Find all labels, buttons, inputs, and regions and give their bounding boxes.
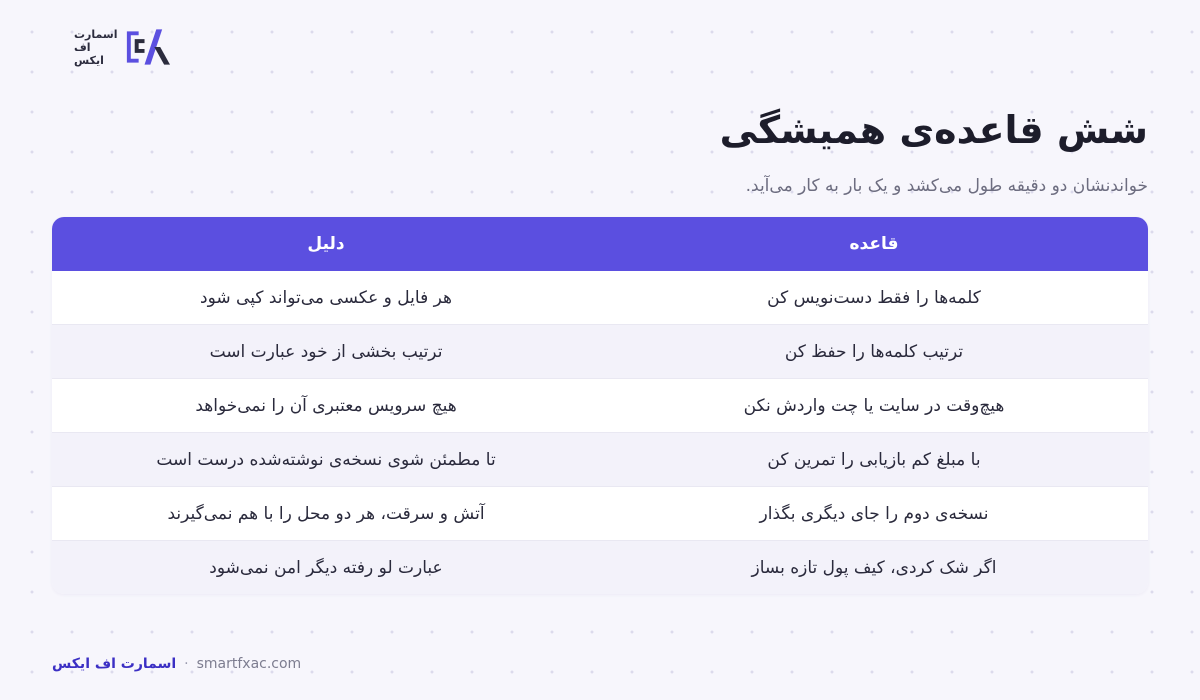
reason-cell: عبارت لو رفته دیگر امن نمی‌شود [209,557,443,578]
table-row [52,486,1148,540]
rule-cell: اگر شک کردی، کیف پول تازه بساز [751,557,997,578]
reason-cell: آتش و سرقت، هر دو محل را با هم نمی‌گیرند [167,503,485,524]
logo-line: اف [74,40,91,54]
column-header-reason: دلیل [307,234,345,254]
footer-url[interactable]: smartfxac.com [196,656,302,672]
page-title: شش قاعده‌ی همیشگی [719,108,1148,152]
footer [52,656,301,672]
brand-monogram-icon [121,25,174,69]
reason-cell: تا مطمئن شوی نسخه‌ی نوشته‌شده درست است [156,449,496,470]
footer-brand: اسمارت اف ایکس [52,656,177,672]
table-header [52,217,1148,271]
table-row [52,324,1148,378]
table-row [52,540,1148,594]
logo-wordmark [74,28,119,67]
brand-logo [74,22,174,72]
reason-cell: ترتیب بخشی از خود عبارت است [209,341,443,362]
logo-line: اسمارت [74,27,118,41]
reason-cell: هر فایل و عکسی می‌تواند کپی شود [200,287,452,308]
rule-cell: ترتیب کلمه‌ها را حفظ کن [784,341,964,362]
rule-cell: با مبلغ کم بازیابی را تمرین کن [767,449,981,470]
column-header-rule: قاعده [849,234,899,254]
table-row [52,378,1148,432]
table-row [52,271,1148,324]
page-subtitle: خواندنشان دو دقیقه طول می‌کشد و یک بار به کار می‌آید. [745,176,1148,196]
table-body [52,271,1148,594]
reason-cell: هیچ سرویس معتبری آن را نمی‌خواهد [195,395,457,416]
rule-cell: هیچ‌وقت در سایت یا چت واردش نکن [743,395,1005,416]
logo-line: ایکس [74,53,104,67]
table-row [52,432,1148,486]
rules-table [52,217,1148,594]
footer-separator: · [184,656,189,672]
rule-cell: کلمه‌ها را فقط دست‌نویس کن [767,287,981,308]
rule-cell: نسخه‌ی دوم را جای دیگری بگذار [759,503,989,524]
